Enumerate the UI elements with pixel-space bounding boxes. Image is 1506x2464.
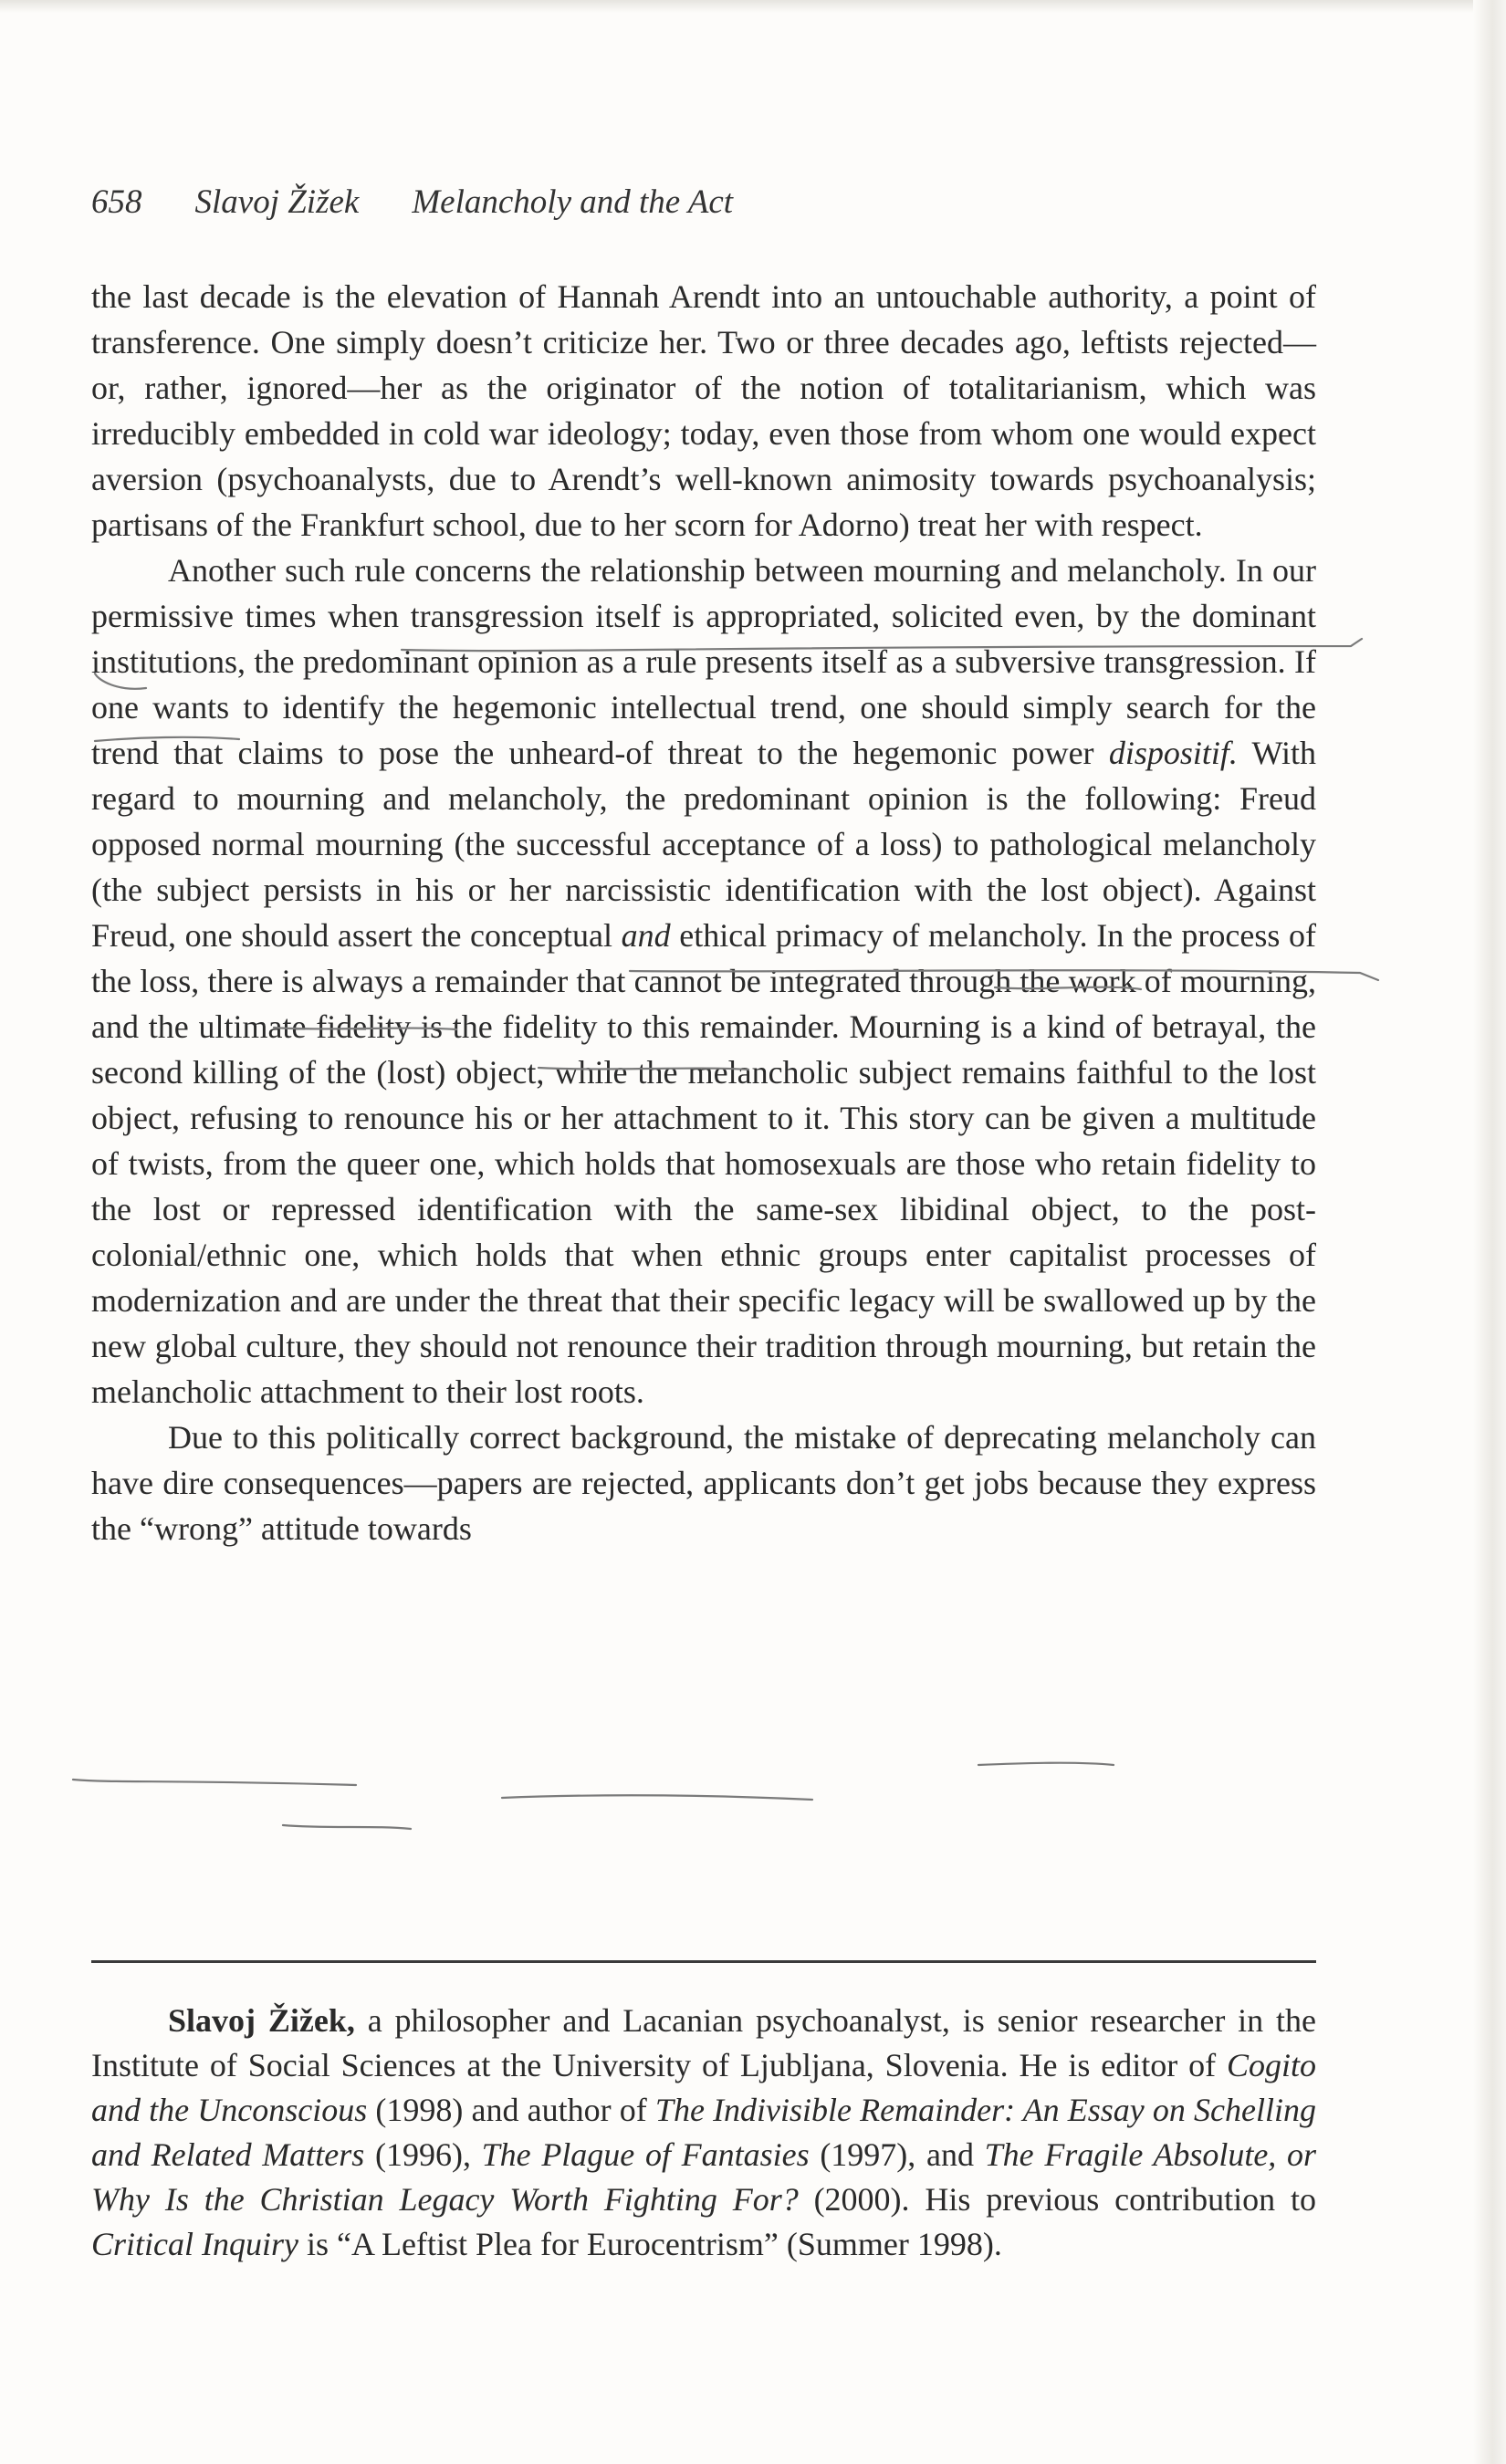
page-number: 658 [91, 183, 142, 221]
bio-text-5: (2000). His previous contribution to [798, 2181, 1316, 2218]
paragraph-2 [91, 548, 1316, 1415]
running-head-title: Melancholy and the Act [412, 183, 734, 221]
pencil-underline-9 [283, 1825, 411, 1829]
bio-book-4: The Fragile Absolute, or Why Is the Christian Legacy Worth Fighting For? [91, 2136, 1316, 2218]
pencil-underline-8 [502, 1795, 812, 1800]
bio-text-3: (1996), [364, 2136, 482, 2173]
bio-paragraph [91, 1999, 1316, 2267]
bio-text-1: a philosopher and Lacanian psychoanalyst, is senior researcher in the Institute of Social Sciences at the University of Ljubljana, Slovenia. He is editor of [91, 2002, 1316, 2083]
bio-text-4: (1997), and [809, 2136, 985, 2173]
pencil-underline-7 [73, 1780, 356, 1785]
paragraph-1: the last decade is the elevation of Hannah Arendt into an untouchable authority, a point of transference. One simply doesn’t criticize her. Two or three decades ago, leftists rejected—or, rather, ignored—her as the originator of the notion of totalitarianism, which was irreducibly embedded in cold war ideology; today, even those from whom one would expect aversion (psychoanalysts, due to Arendt’s well-known animosity towards psychoanalysis; partisans of the Frankfurt school, due to her scorn for Adorno) treat her with respect. [91, 278, 1316, 543]
paragraph-2-part-c: With regard to mourning and melancholy, the predominant opinion is the following: Freud opposed normal mourning (the successful acceptance of a loss) to pathological melancholy (the subject persists in his or her narcissistic identification with the lost object). Against Freud, one should assert the conceptual [91, 735, 1316, 954]
paragraph-2-part-a: Another such rule concerns the relationship between mourning and melancholy. In our permissive times when transgression itself is appropriated, solicited even, by the dominant institutions, the predominant opinion as a rule presents itself as a subversive transgression. If one wants to identify the hegemonic intellectual trend, one should simply search for the trend that claims to pose the unheard-of threat to the hegemonic power [91, 552, 1316, 771]
footnote-divider [91, 1960, 1316, 1963]
paragraph-2-part-e: ethical primacy of melancholy. In the process of the loss, there is always a remainder that cannot be integrated through the work of mourning, and the ultimate fidelity is the fidelity to this remainder. Mourning is a kind of betrayal, the second killing of the (lost) object, while the melancholic subject remains faithful to the lost object, refusing to renounce his or her attachment to it. This story can be given a multitude of twists, from the queer one, which holds that homosexuals are those who retain fidelity to the lost or repressed identification with the same-sex libidinal object, to the post-colonial/ethnic one, which holds that when ethnic groups enter capitalist processes of modernization and are under the threat that their specific legacy will be swallowed up by the new global culture, they should not renounce their tradition through mourning, but retain the melancholic attachment to their lost roots. [91, 917, 1316, 1410]
main-text [91, 274, 1316, 1551]
scan-edge-right [1473, 0, 1506, 2464]
bio-book-1: Cogito and the Unconscious [91, 2047, 1316, 2128]
bio-text-6: is “A Leftist Plea for Eurocentrism” (Summer 1998). [298, 2226, 1002, 2262]
bio-book-2: The Indivisible Remainder: An Essay on Schelling and Related Matters [91, 2092, 1317, 2173]
italic-dispositif: dispositif. [1108, 735, 1238, 771]
scan-edge-top [0, 0, 1506, 13]
bio-journal: Critical Inquiry [91, 2226, 298, 2262]
author-bio [91, 1999, 1316, 2267]
bio-author-name: Slavoj Žižek, [168, 2002, 355, 2039]
running-head [91, 183, 786, 222]
pencil-underline-6 [978, 1763, 1114, 1765]
running-head-author: Slavoj Žižek [194, 183, 360, 221]
paragraph-3: Due to this politically correct background, the mistake of deprecating melancholy can have dire consequences—papers are rejected, applicants don’t get jobs because they express the “wrong” attitude towards [91, 1419, 1316, 1547]
bio-text-2: (1998) and author of [367, 2092, 655, 2128]
bio-book-3: The Plague of Fantasies [481, 2136, 810, 2173]
italic-and: and [621, 917, 671, 954]
